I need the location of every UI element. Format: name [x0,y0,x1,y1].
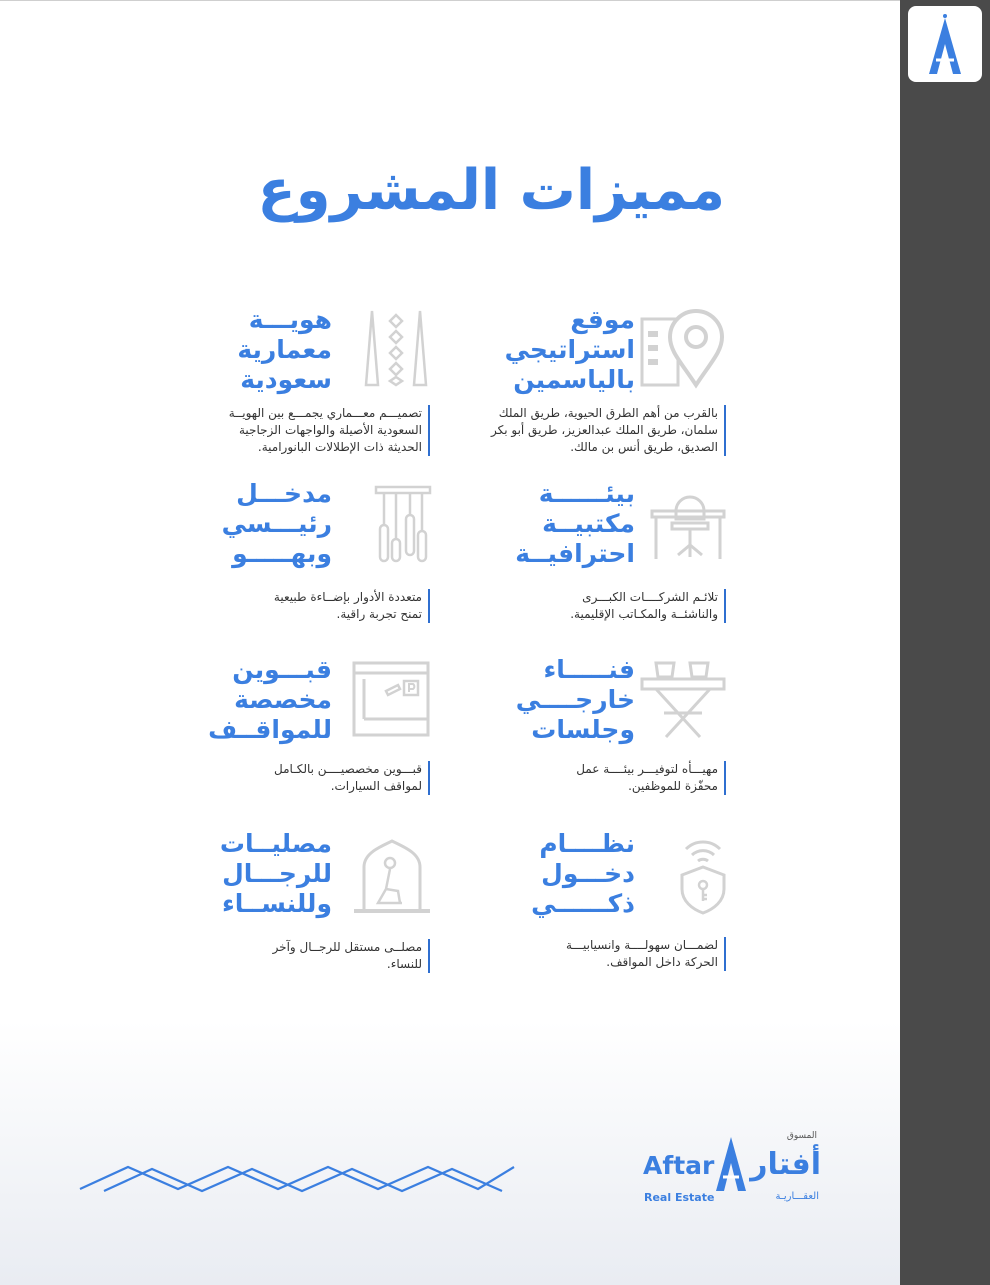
prayer-room-icon [352,839,432,917]
decorative-zigzag [78,1161,518,1195]
feature-title-location: موقع استراتيجي بالياسمين [504,305,635,394]
feature-desc-location: بالقرب من أهم الطرق الحيوية، طريق الملك سلمان، طريق الملك عبدالعزيز، طريق أبو بكر الصديق، طريق أنس بن مالك. [470,405,726,456]
brand-sub-en: Real Estate [644,1191,715,1204]
sidebar-logo[interactable] [908,6,982,82]
brand-sub-ar: العقـــاريـة [775,1191,819,1202]
feature-title-parking: قبـــوين مخصصة للمواقــف [208,655,332,744]
feature-desc-lobby: متعددة الأدوار بإضــاءة طبيعية تمنح تجربة راقية. [220,589,430,623]
outdoor-seating-icon [640,659,726,739]
brand-name-en: Aftar [643,1151,715,1180]
feature-desc-smart-access: لضمـــان سهولــــة وانسيابيـــة الحركة داخل المواقف. [520,937,726,971]
saudi-pattern-icon [362,309,430,389]
location-building-icon [640,309,726,389]
brand-name-ar: أفتار [750,1147,821,1182]
parking-basement-icon [352,659,432,739]
page-title: مميزات المشروع [257,158,725,223]
feature-desc-prayer: مصلــى مستقل للرجــال وآخر للنساء. [220,939,430,973]
feature-desc-parking: قبـــوين مخصصيــــن بالكـامل لمواقف السيارات. [220,761,430,795]
sidebar-panel [900,0,990,1285]
office-desk-icon [650,485,726,561]
brand-logo [640,1129,825,1209]
brand-emblem-icon [926,12,964,78]
chandelier-icon [374,485,432,565]
brand-emblem-icon [714,1133,748,1195]
feature-title-smart-access: نظــــام دخـــول ذكــــــي [531,829,635,918]
feature-title-prayer: مصليــات للرجـــال وللنســاء [219,829,332,918]
feature-desc-outdoor: مهيـــأه لتوفيـــر بيئــــة عمل محفّزة للموظفين. [520,761,726,795]
feature-title-architecture: هويـــة معمارية سعودية [237,305,332,394]
feature-desc-architecture: تصميـــم معـــماري يجمـــع بين الهويــة السعودية الأصيلة والواجهات الزجاجية الحديثة ذات الإطلالات البانورامية. [188,405,430,456]
feature-title-outdoor: فنـــــاء خارجــــي وجلسات [515,655,635,744]
brand-top-label: المسوق [786,1131,817,1141]
feature-title-lobby: مدخـــل رئيـــسي وبهـــــو [221,479,332,568]
feature-title-office: بيئــــــة مكتبيــة احترافيــة [515,479,635,568]
smart-access-shield-icon [678,835,728,915]
feature-desc-office: تلائـم الشركــــات الكبـــرى والناشئــة والمكـاتب الإقليمية. [520,589,726,623]
